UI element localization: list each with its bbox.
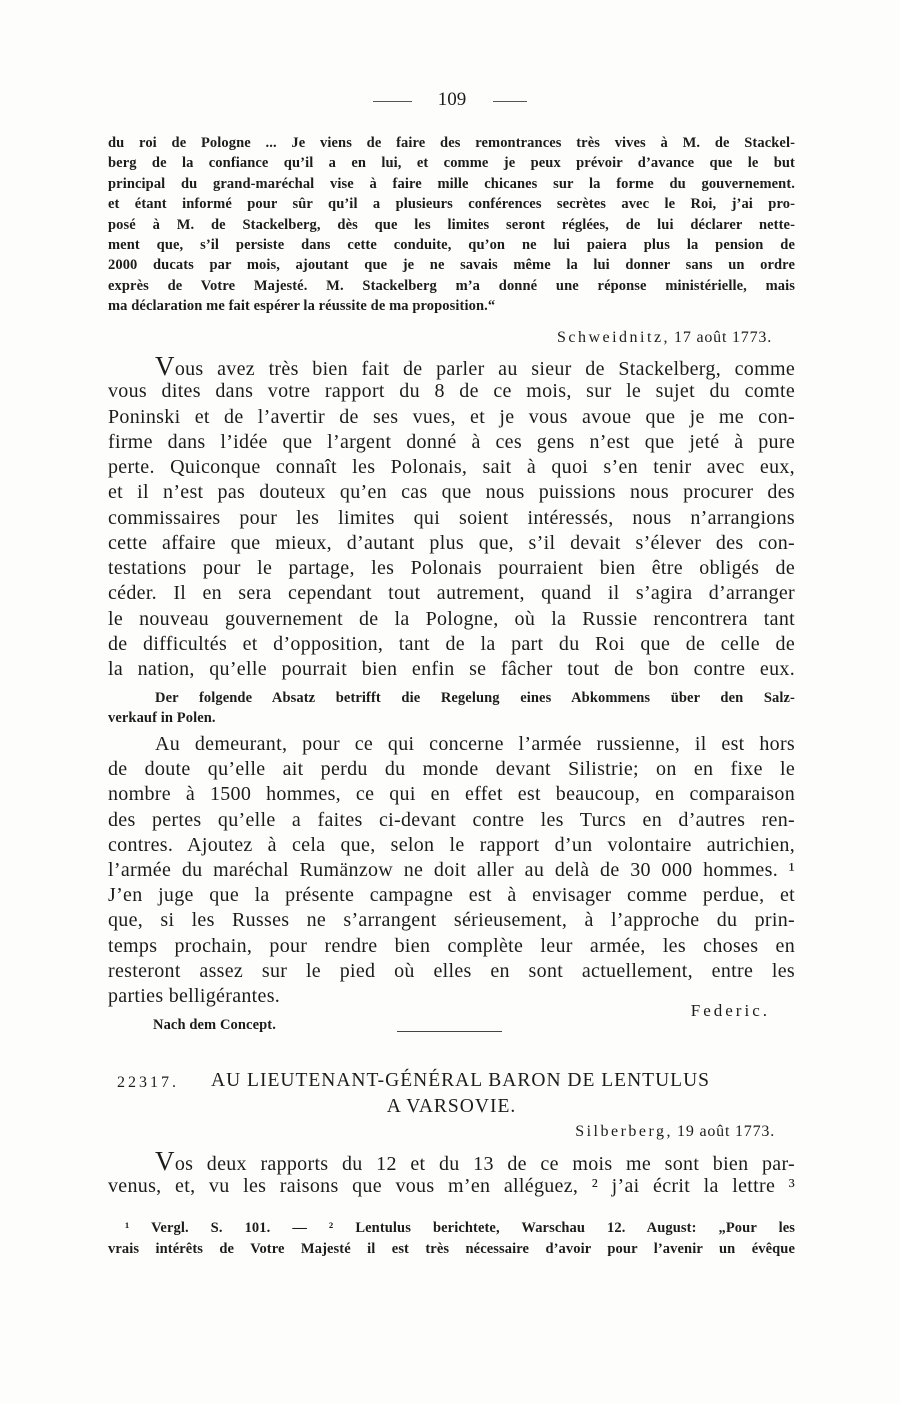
page-number: 109: [437, 89, 467, 110]
body-text-line: le nouveau gouvernement de la Pologne, où la Russie rencontrera tant: [108, 607, 795, 630]
body-text-line: et il n’est pas douteux qu’en cas que nous puissions nous procurer des: [108, 481, 795, 504]
quoted-text-line: ment que, s’il persiste dans cette conduite, qu’on ne lui paiera plus la pension de: [108, 237, 795, 253]
body-text-line: l’armée du maréchal Rumänzow ne doit aller au delà de 30 000 hommes. ¹: [108, 859, 795, 881]
dateline-place: Silberberg,: [575, 1123, 674, 1140]
dateline-date: 17 août 1773.: [674, 329, 772, 346]
body-text-line: firme dans l’idée que l’argent donné à ces gens n’est que jeté à pure: [108, 430, 795, 453]
quoted-text-line: du roi de Pologne ... Je viens de faire des remontrances très vives à M. de Stackel-: [108, 135, 795, 151]
dateline: [557, 327, 772, 349]
letter-title: AU LIEUTENANT-GÉNÉRAL BARON DE LENTULUS: [211, 1070, 711, 1091]
quoted-text-line: principal du grand-maréchal vise à faire mille chicanes sur la forme du gouvernement.: [108, 175, 795, 192]
letter-number: 22317.: [117, 1074, 179, 1091]
page-number-dash-right: [493, 101, 527, 102]
dateline: [575, 1121, 775, 1143]
body-text-line: de difficultés et d’opposition, tant de la part du Roi que de celle de: [108, 632, 795, 655]
body-text-line: commissaires pour les limites qui soient intéressés, nous n’arrangions: [108, 506, 795, 529]
body-text-line: nombre à 1500 hommes, ce qui en effet est beaucoup, en comparaison: [108, 783, 795, 806]
editor-note-line: Der folgende Absatz betrifft die Regelung eines Abkommens über den Salz-: [155, 690, 795, 706]
body-text-line: de doute qu’elle ait perdu du monde devant Silistrie; on en fixe le: [108, 758, 795, 781]
dateline-place: Schweidnitz,: [556, 329, 671, 346]
body-text-line: parties belligérantes.: [108, 985, 281, 1007]
body-text-line: venus, et, vu les raisons que vous m’en alléguez, ² j’ai écrit la lettre ³: [108, 1175, 795, 1197]
body-text-line: vous dites dans votre rapport du 8 de ce mois, sur le sujet du comte: [108, 380, 795, 403]
quoted-text-line: posé à M. de Stackelberg, dès que les limites seront réglées, de lui déclarer nette-: [108, 216, 795, 233]
quoted-text-line: 2000 ducats par mois, ajoutant que je ne savais même la lui donner sans un ordre: [108, 257, 795, 274]
quoted-text-line: berg de la confiance qu’il a en lui, et comme je peux prévoir d’avance que le but: [108, 155, 795, 172]
body-text-line: Poninski et de l’avertir de ses vues, et je vous avoue que je me con-: [108, 405, 795, 428]
body-text-line: céder. Il en sera cependant tout autrement, quand il s’agira d’arranger: [108, 582, 795, 605]
editor-note-line: verkauf in Polen.: [108, 710, 216, 726]
body-text-line: que, si les Russes ne s’arrangent sérieusement, à l’approche du prin-: [108, 909, 795, 932]
body-text-line: testations pour le partage, les Polonais pourraient bien être obligés de: [108, 557, 795, 579]
letter-title-line-2: A VARSOVIE.: [386, 1096, 517, 1117]
quoted-text-line: et étant informé pour sûr qu’il a plusieurs conférences secrètes avec le Roi, j’ai pro-: [108, 196, 795, 213]
body-text-line: Vos deux rapports du 12 et du 13 de ce mois me sont bien par-: [155, 1146, 795, 1176]
section-divider: [397, 1031, 502, 1032]
body-text-line: J’en juge que la présente campagne est à envisager comme perdue, et: [108, 884, 795, 907]
body-text-line: cette affaire que mieux, d’autant plus que, s’il devait s’élever des con-: [108, 531, 795, 554]
body-text-line: des pertes qu’elle a faites ci-devant contre les Turcs en d’autres ren-: [108, 808, 795, 831]
body-text-line: contres. Ajoutez à cela que, selon le rapport d’un volontaire autrichien,: [108, 833, 795, 856]
body-text-line: la nation, qu’elle pourrait bien enfin se fâcher tout de bon contre eux.: [108, 658, 795, 680]
signature: Federic.: [690, 1001, 770, 1020]
body-text-line: perte. Quiconque connaît les Polonais, sait à quoi s’en tenir avec eux,: [108, 456, 795, 478]
body-text-line: temps prochain, pour rendre bien complète leur armée, les choses en: [108, 934, 795, 957]
footnote-line: ¹ Vergl. S. 101. — ² Lentulus berichtete, Warschau 12. August: „Pour les: [125, 1220, 795, 1236]
quoted-text-line: exprès de Votre Majesté. M. Stackelberg m’a donné une réponse ministérielle, mais: [108, 277, 795, 294]
source-note: Nach dem Concept.: [153, 1017, 276, 1033]
body-text-line: Au demeurant, pour ce qui concerne l’armée russienne, il est hors: [155, 733, 795, 755]
quoted-text-line: ma déclaration me fait espérer la réussite de ma proposition.“: [108, 298, 496, 315]
footnote-line: vrais intérêts de Votre Majesté il est très nécessaire d’avoir pour l’avenir un évêque: [108, 1241, 795, 1257]
body-text-line: resteront assez sur le pied où elles en sont actuellement, entre les: [108, 959, 795, 982]
body-text-line: Vous avez très bien fait de parler au sieur de Stackelberg, comme: [155, 351, 795, 381]
dateline-date: 19 août 1773.: [677, 1123, 775, 1140]
